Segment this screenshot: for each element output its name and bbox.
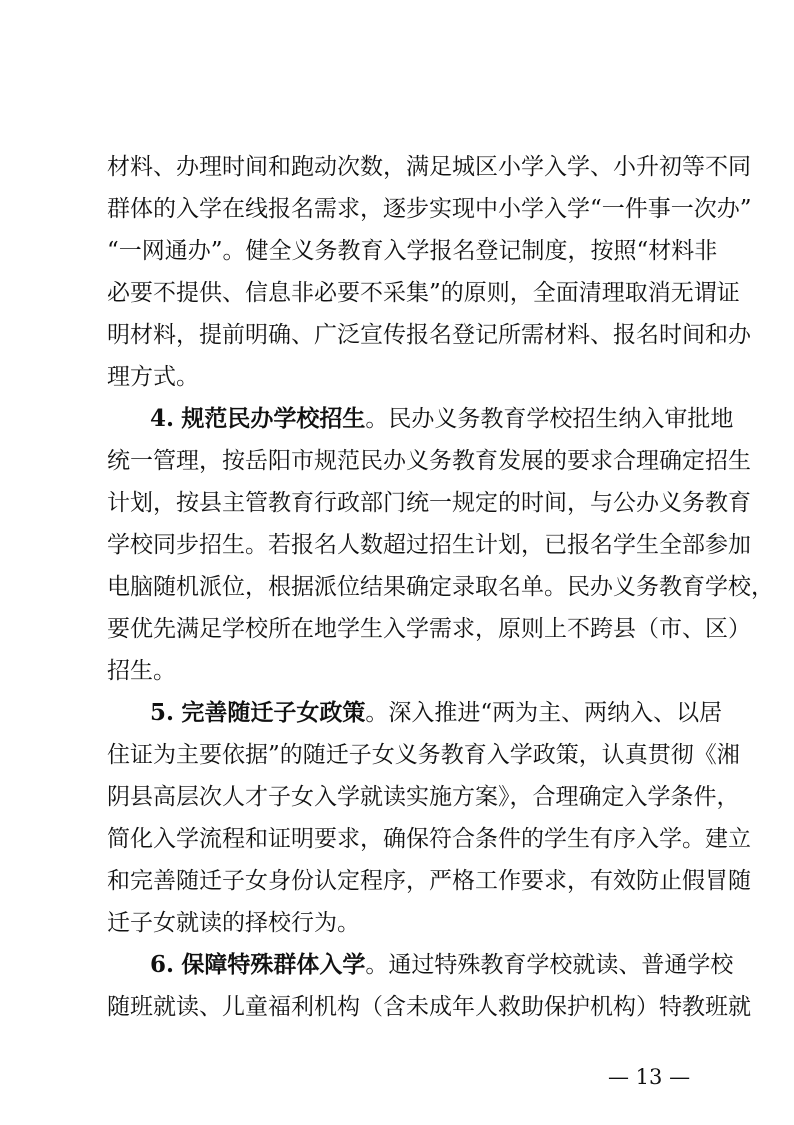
section-4-heading-line: [150, 404, 734, 434]
section-title: 保障特殊群体入学: [181, 951, 366, 978]
text-line: 统一管理，按岳阳市规范民办义务教育发展的要求合理确定招生: [107, 448, 751, 474]
section-number: 5.: [150, 699, 175, 726]
text-line: 阴县高层次人才子女入学就读实施方案》，合理确定入学条件，: [107, 784, 740, 810]
text-line: 迁子女就读的择校行为。: [107, 910, 360, 936]
section-intro: 。深入推进“两为主、两纳入、以居: [365, 700, 723, 726]
text-line: 明材料，提前明确、广泛宣传报名登记所需材料、报名时间和办: [107, 322, 751, 348]
text-line: 和完善随迁子女身份认定程序，严格工作要求，有效防止假冒随: [107, 868, 751, 894]
page-number: — 13 —: [608, 1065, 691, 1089]
text-line: 计划，按县主管教育行政部门统一规定的时间，与公办义务教育: [107, 490, 751, 516]
text-line: 材料、办理时间和跑动次数，满足城区小学入学、小升初等不同: [107, 154, 751, 180]
text-line: 必要不提供、信息非必要不采集”的原则，全面清理取消无谓证: [107, 280, 740, 306]
text-line: 简化入学流程和证明要求，确保符合条件的学生有序入学。建立: [107, 826, 751, 852]
text-line: 电脑随机派位，根据派位结果确定录取名单。民办义务教育学校，: [107, 574, 774, 600]
text-line: 理方式。: [107, 364, 199, 390]
section-intro: 。民办义务教育学校招生纳入审批地: [365, 406, 734, 432]
text-line: 住证为主要依据”的随迁子女义务教育入学政策，认真贯彻《湘: [107, 742, 740, 768]
section-number: 4.: [150, 405, 175, 432]
text-line: 群体的入学在线报名需求，逐步实现中小学入学“一件事一次办”: [107, 196, 752, 222]
section-5-heading-line: [150, 698, 723, 728]
text-line: “一网通办”。健全义务教育入学报名登记制度，按照“材料非: [107, 238, 718, 264]
section-6-heading-line: [150, 950, 734, 980]
text-line: 要优先满足学校所在地学生入学需求，原则上不跨县（市、区）: [107, 616, 751, 642]
section-intro: 。通过特殊教育学校就读、普通学校: [365, 952, 734, 978]
text-line: 招生。: [107, 658, 176, 684]
section-number: 6.: [150, 951, 175, 978]
text-line: 随班就读、儿童福利机构（含未成年人救助保护机构）特教班就: [107, 994, 751, 1020]
section-title: 规范民办学校招生: [181, 405, 366, 432]
text-line: 学校同步招生。若报名人数超过招生计划，已报名学生全部参加: [107, 532, 751, 558]
section-title: 完善随迁子女政策: [181, 699, 366, 726]
